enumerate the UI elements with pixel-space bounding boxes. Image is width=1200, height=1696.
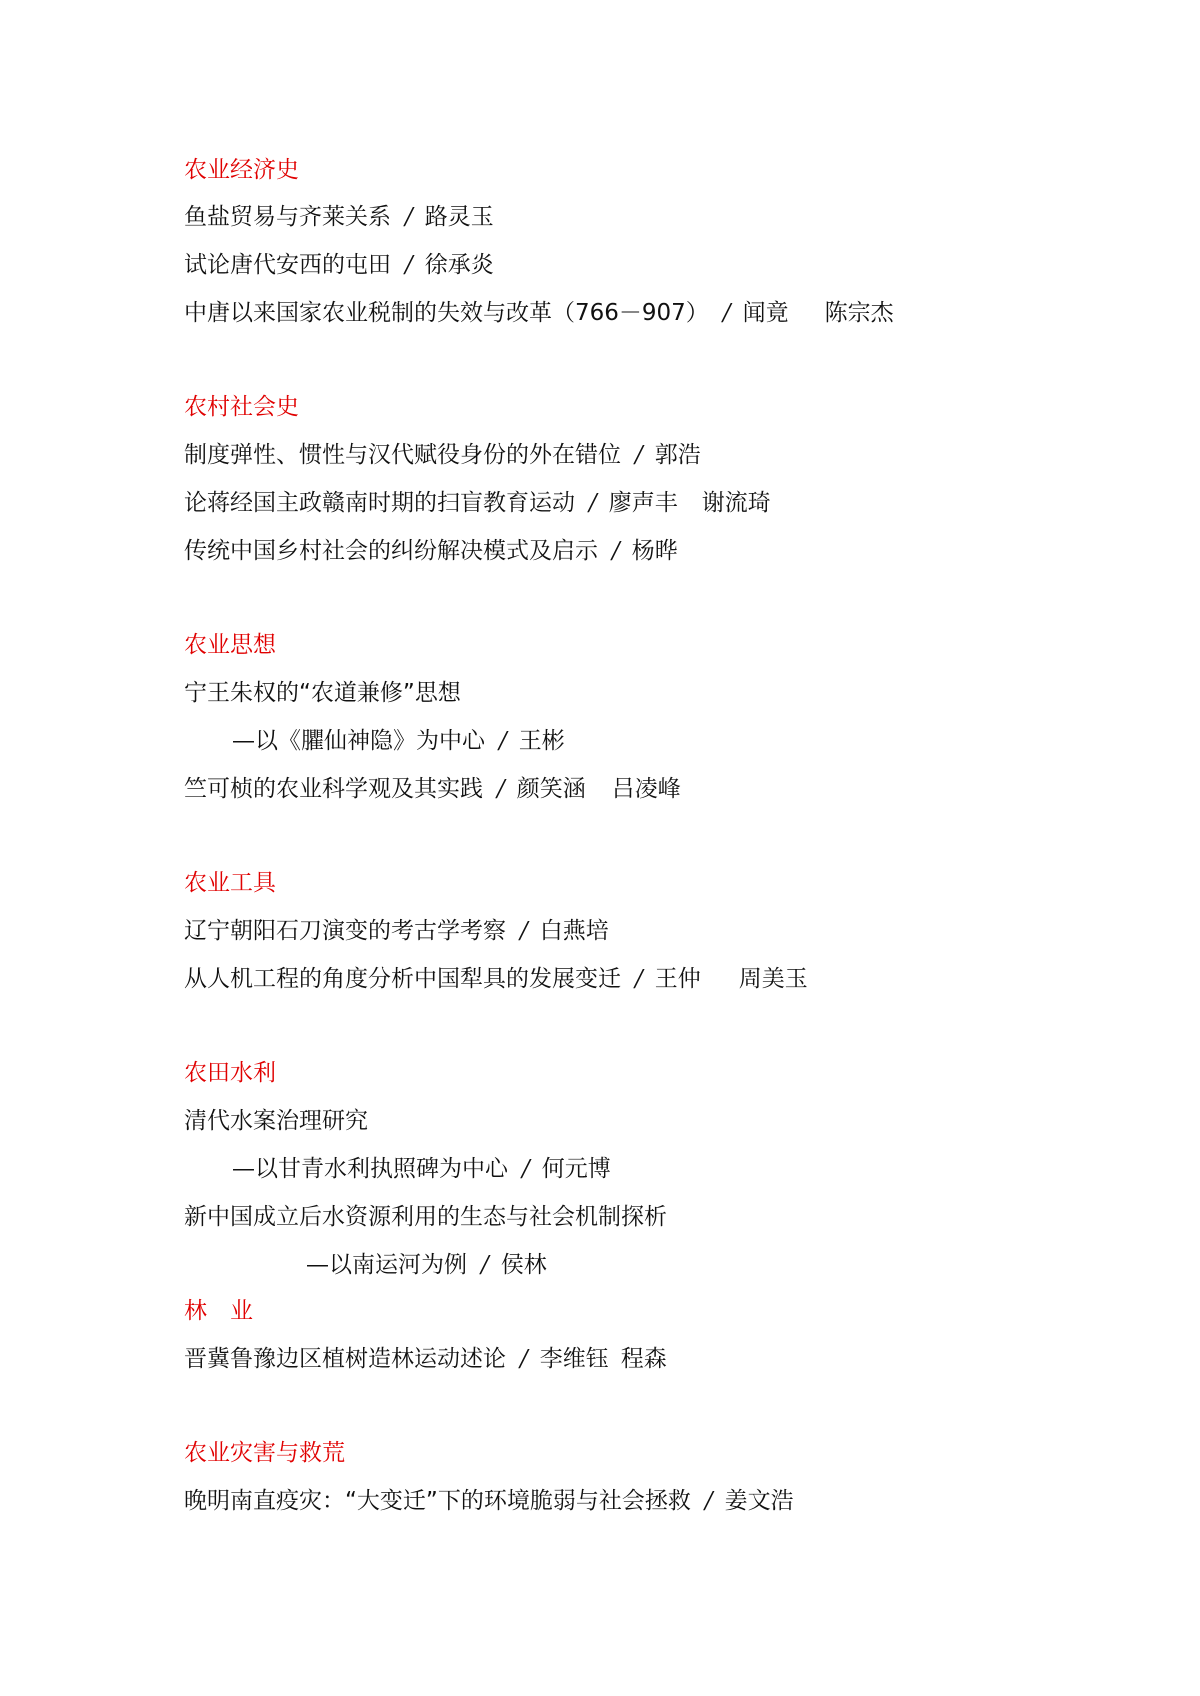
toc-entry: [184, 1344, 667, 1374]
toc-entry: [184, 678, 461, 708]
toc-entry: [184, 298, 894, 328]
separator: /: [635, 966, 643, 992]
separator: /: [405, 252, 413, 278]
author: 姜文浩: [724, 1488, 794, 1514]
article-subtitle: —以南运河为例: [306, 1252, 467, 1278]
toc-entry-subtitle: [306, 1250, 547, 1280]
article-title: 晚明南直疫灾：“大变迁”下的环境脆弱与社会拯救: [184, 1488, 691, 1514]
author: 徐承炎: [424, 252, 494, 278]
separator: /: [499, 728, 507, 754]
toc-entry: [184, 250, 494, 280]
author: 谢流琦: [701, 490, 771, 516]
author: 陈宗杰: [824, 300, 894, 326]
separator: /: [405, 204, 413, 230]
article-title: 清代水案治理研究: [184, 1108, 368, 1134]
author: 闻竟: [742, 300, 789, 326]
separator: /: [589, 490, 597, 516]
article-title: 鱼盐贸易与齐莱关系: [184, 204, 391, 230]
author: 郭浩: [654, 442, 701, 468]
toc-entry: [184, 536, 678, 566]
author: 程森: [620, 1346, 667, 1372]
section-heading: 农业灾害与救荒: [184, 1440, 345, 1466]
separator: /: [612, 538, 620, 564]
author: 李维钰: [539, 1346, 609, 1372]
author: 侯林: [500, 1252, 547, 1278]
toc-entry-subtitle: [232, 1154, 611, 1184]
separator: /: [520, 918, 528, 944]
author: 杨晔: [631, 538, 678, 564]
article-title: 晋冀鲁豫边区植树造林运动述论: [184, 1346, 506, 1372]
toc-entry: [184, 916, 609, 946]
article-title: 中唐以来国家农业税制的失效与改革（766－907）: [184, 300, 709, 326]
separator: /: [522, 1156, 530, 1182]
section-heading: 农田水利: [184, 1060, 276, 1086]
author: 周美玉: [738, 966, 808, 992]
author: 廖声丰: [608, 490, 678, 516]
section-heading: 农业思想: [184, 632, 276, 658]
toc-entry: [184, 488, 771, 518]
author: 吕凌峰: [611, 776, 681, 802]
separator: /: [722, 300, 731, 326]
article-title: 辽宁朝阳石刀演变的考古学考察: [184, 918, 506, 944]
article-title: 竺可桢的农业科学观及其实践: [184, 776, 483, 802]
toc-entry: [184, 1106, 368, 1136]
author: 路灵玉: [424, 204, 494, 230]
author: 王彬: [518, 728, 565, 754]
article-title: 新中国成立后水资源利用的生态与社会机制探析: [184, 1204, 667, 1230]
article-title: 试论唐代安西的屯田: [184, 252, 391, 278]
separator: /: [704, 1488, 713, 1514]
toc-entry: [184, 1202, 667, 1232]
separator: /: [497, 776, 505, 802]
separator: /: [481, 1252, 489, 1278]
section-heading: 农业工具: [184, 870, 276, 896]
author: 白燕培: [539, 918, 609, 944]
article-title: 宁王朱权的“农道兼修”思想: [184, 680, 461, 706]
section-heading: 农业经济史: [184, 157, 299, 183]
toc-entry: [184, 440, 701, 470]
article-subtitle: —以《臞仙神隐》为中心: [232, 728, 485, 754]
section-heading: 农村社会史: [184, 394, 299, 420]
separator: /: [635, 442, 643, 468]
author: 王仲: [654, 966, 701, 992]
toc-entry-subtitle: [232, 726, 565, 756]
section-heading: 林 业: [184, 1298, 253, 1324]
article-title: 论蒋经国主政赣南时期的扫盲教育运动: [184, 490, 575, 516]
author: 何元博: [541, 1156, 611, 1182]
separator: /: [520, 1346, 528, 1372]
article-title: 从人机工程的角度分析中国犁具的发展变迁: [184, 966, 621, 992]
toc-entry: [184, 964, 808, 994]
article-subtitle: —以甘青水利执照碑为中心: [232, 1156, 508, 1182]
article-title: 制度弹性、惯性与汉代赋役身份的外在错位: [184, 442, 621, 468]
article-title: 传统中国乡村社会的纠纷解决模式及启示: [184, 538, 598, 564]
toc-entry: [184, 774, 681, 804]
author: 颜笑涵: [516, 776, 586, 802]
toc-entry: [184, 202, 494, 232]
toc-entry: [184, 1486, 794, 1516]
